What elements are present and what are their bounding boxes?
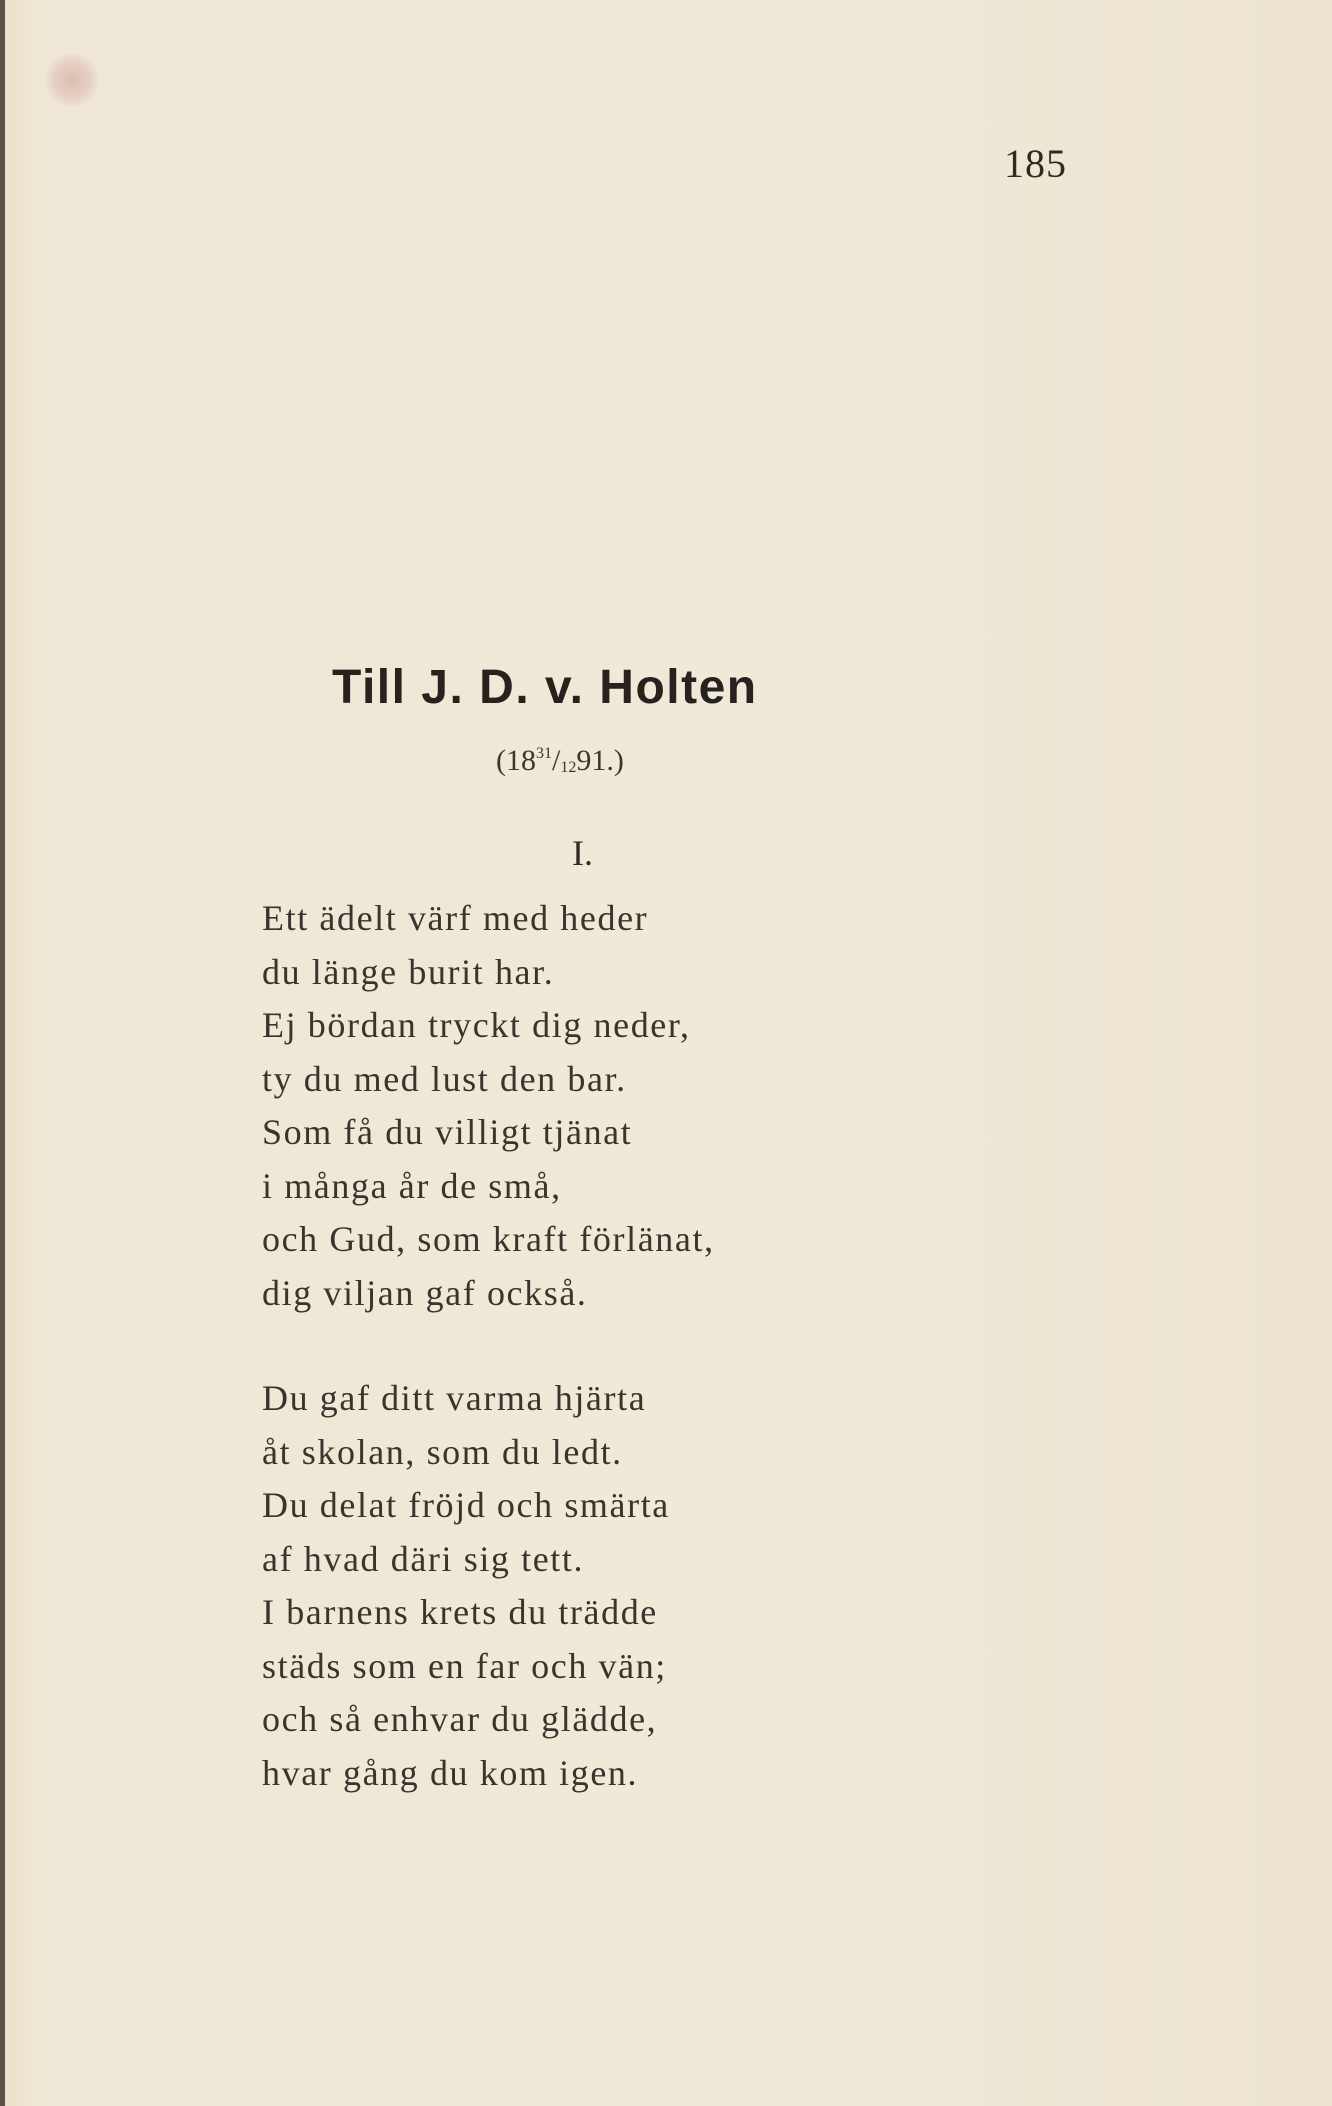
stanza-2 (262, 1372, 670, 1800)
page-number: 185 (1004, 141, 1067, 186)
poem-line: och så enhvar du glädde, (262, 1699, 658, 1739)
date-slash: / (552, 744, 561, 777)
section-number: I. (572, 833, 593, 873)
poem-line: Du delat fröjd och smärta (262, 1485, 670, 1525)
date-close: 91.) (576, 744, 624, 777)
date-open: (18 (496, 744, 536, 777)
date-day: 31 (536, 745, 552, 762)
poem-line: af hvad däri sig tett. (262, 1538, 585, 1579)
poem-line: Ett ädelt värf med heder (262, 898, 649, 938)
poem-line: hvar gång du kom igen. (262, 1752, 639, 1793)
poem-line: städs som en far och vän; (262, 1645, 667, 1686)
poem-title: Till J. D. v. Holten (332, 661, 758, 714)
poem-line: I barnens krets du trädde (262, 1592, 658, 1632)
stanza-1 (262, 892, 715, 1320)
poem-line: i många år de små, (262, 1165, 562, 1206)
poem-line: Du gaf ditt varma hjärta (262, 1378, 647, 1418)
poem-line: Som få du villigt tjänat (262, 1112, 633, 1152)
poem-line: och Gud, som kraft förlänat, (262, 1219, 715, 1259)
poem-line: dig viljan gaf också. (262, 1272, 588, 1313)
paper-stain (44, 52, 100, 108)
poem-line: du länge burit har. (262, 951, 555, 992)
poem-line: åt skolan, som du ledt. (262, 1431, 623, 1472)
page-edge (0, 0, 5, 2106)
poem-date (496, 744, 624, 778)
date-month: 12 (560, 759, 577, 776)
poem-line: ty du med lust den bar. (262, 1058, 627, 1099)
poem-line: Ej bördan tryckt dig neder, (262, 1005, 691, 1045)
